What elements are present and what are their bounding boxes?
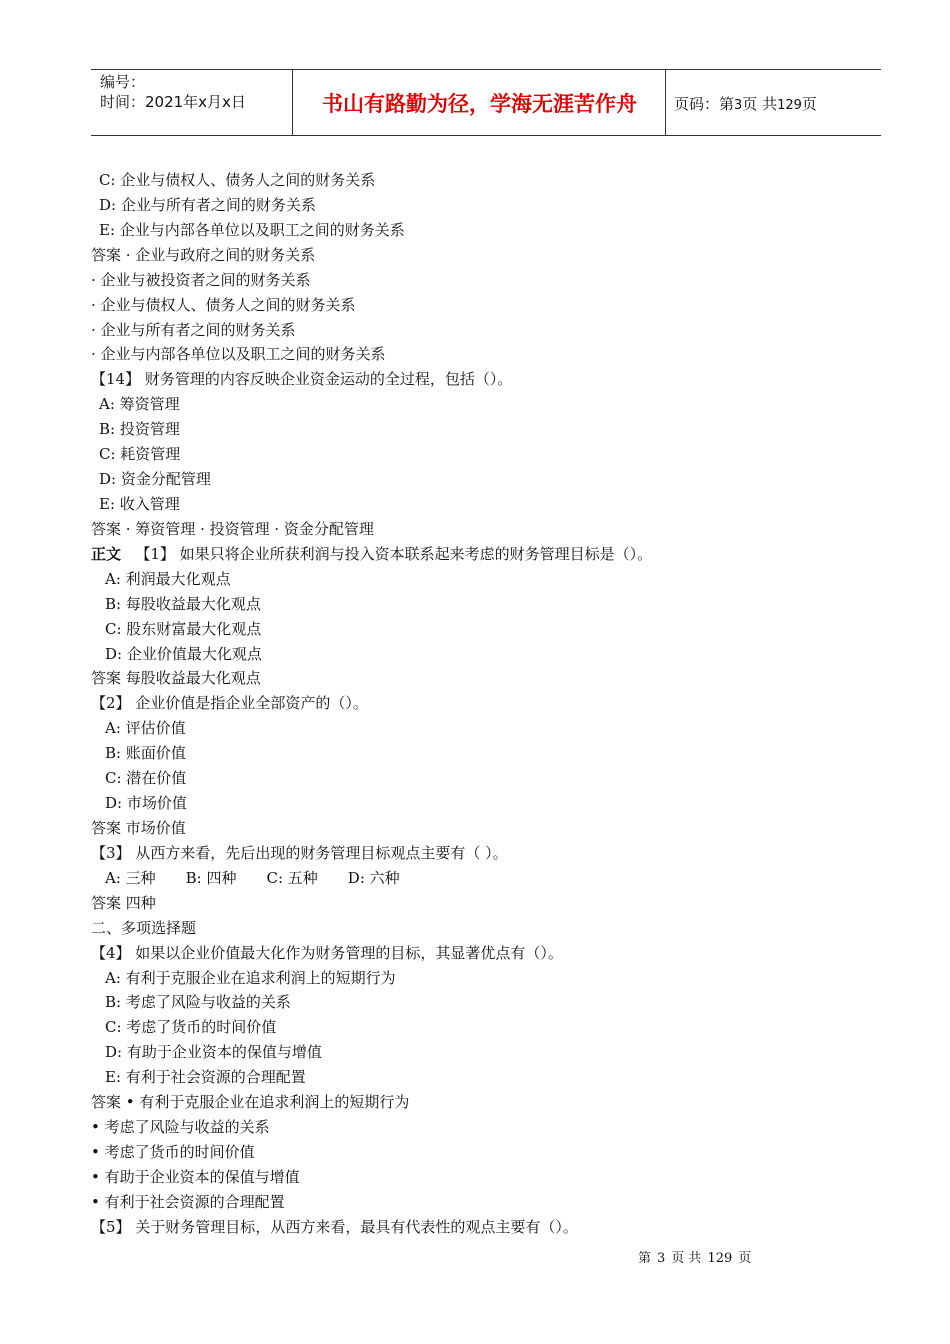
answer-line: 答案 • 有利于克服企业在追求利润上的短期行为 <box>91 1093 410 1112</box>
option-line: D: 市场价值 <box>105 794 187 813</box>
header-time-label: 时间：2021年x月x日 <box>100 93 246 111</box>
option-line: D: 企业与所有者之间的财务关系 <box>99 195 316 214</box>
option-line: C: 考虑了货币的时间价值 <box>105 1018 277 1037</box>
option-line: A: 有利于克服企业在追求利润上的短期行为 <box>105 968 396 987</box>
option-line: B: 投资管理 <box>99 420 180 439</box>
question-line: 【4】 如果以企业价值最大化作为财务管理的目标，其显著优点有（）。 <box>91 943 563 962</box>
answer-line: 答案 · 企业与政府之间的财务关系 <box>91 245 316 264</box>
option-line: A: 利润最大化观点 <box>105 569 231 588</box>
footer-prefix: 第 <box>638 1251 652 1266</box>
answer-bullet: • 有利于社会资源的合理配置 <box>91 1192 285 1211</box>
answer-bullet: · 企业与内部各单位以及职工之间的财务关系 <box>91 345 386 364</box>
option-line: D: 有助于企业资本的保值与增值 <box>105 1043 322 1062</box>
option-line: E: 有利于社会资源的合理配置 <box>105 1068 306 1087</box>
option-line: A: 三种 B: 四种 C: 五种 D: 六种 <box>105 868 400 887</box>
header-motto: 书山有路勤为径，学海无涯苦作舟 <box>322 92 637 116</box>
section-label: 正文 <box>91 544 122 563</box>
document-body <box>91 168 891 1240</box>
option-line: B: 考虑了风险与收益的关系 <box>105 993 291 1012</box>
answer-bullet: · 企业与被投资者之间的财务关系 <box>91 270 311 289</box>
question-line: 【2】 企业价值是指企业全部资产的（）。 <box>91 694 368 713</box>
answer-bullet: · 企业与债权人、债务人之间的财务关系 <box>91 295 356 314</box>
option-line: E: 企业与内部各单位以及职工之间的财务关系 <box>99 220 405 239</box>
footer-mid: 页 共 <box>671 1251 702 1266</box>
answer-line: 答案 市场价值 <box>91 818 186 837</box>
answer-line: 答案 · 筹资管理 · 投资管理 · 资金分配管理 <box>91 519 374 538</box>
answer-bullet: • 有助于企业资本的保值与增值 <box>91 1167 300 1186</box>
question-line: 【14】 财务管理的内容反映企业资金运动的全过程，包括（）。 <box>91 370 513 389</box>
question-line: 【5】 关于财务管理目标，从西方来看，最具有代表性的观点主要有（）。 <box>91 1217 578 1236</box>
option-line: D: 企业价值最大化观点 <box>105 644 262 663</box>
section-heading: 二、多项选择题 <box>91 918 197 937</box>
answer-line: 答案 四种 <box>91 893 156 912</box>
header-page-total: 129 <box>777 98 802 113</box>
option-line: D: 资金分配管理 <box>99 470 211 489</box>
option-line: C: 耗资管理 <box>99 445 181 464</box>
option-line: C: 企业与债权人、债务人之间的财务关系 <box>99 171 376 189</box>
answer-bullet: • 考虑了货币的时间价值 <box>91 1142 255 1161</box>
header-page-prefix: 页码：第 <box>674 95 735 113</box>
answer-bullet: · 企业与所有者之间的财务关系 <box>91 320 296 339</box>
option-line: B: 每股收益最大化观点 <box>105 594 261 613</box>
question-text: 【1】 如果只将企业所获利润与投入资本联系起来考虑的财务管理目标是（）。 <box>135 544 653 563</box>
header-page-indicator <box>674 93 817 114</box>
footer-suffix: 页 <box>738 1251 752 1266</box>
option-line: E: 收入管理 <box>99 494 180 513</box>
header-page-mid: 页 共 <box>742 95 778 113</box>
footer-current: 3 <box>657 1251 666 1266</box>
answer-bullet: • 考虑了风险与收益的关系 <box>91 1118 270 1137</box>
question-line: 【3】 从西方来看，先后出现的财务管理目标观点主要有（ ）。 <box>91 843 508 862</box>
header-meta <box>100 72 246 112</box>
footer-page-indicator <box>638 1247 751 1266</box>
header-page-current: 3 <box>734 98 743 113</box>
option-line: C: 股东财富最大化观点 <box>105 619 262 638</box>
option-line: B: 账面价值 <box>105 744 186 763</box>
footer-total: 129 <box>707 1251 733 1266</box>
option-line: C: 潜在价值 <box>105 769 187 788</box>
header-bottom-rule <box>91 135 881 136</box>
header-page-suffix: 页 <box>801 95 817 113</box>
header-top-rule <box>91 69 881 70</box>
answer-line: 答案 每股收益最大化观点 <box>91 669 261 688</box>
option-line: A: 评估价值 <box>105 719 186 738</box>
option-line: A: 筹资管理 <box>99 395 180 414</box>
header-number-label: 编号： <box>100 73 146 91</box>
question-line <box>91 542 891 567</box>
